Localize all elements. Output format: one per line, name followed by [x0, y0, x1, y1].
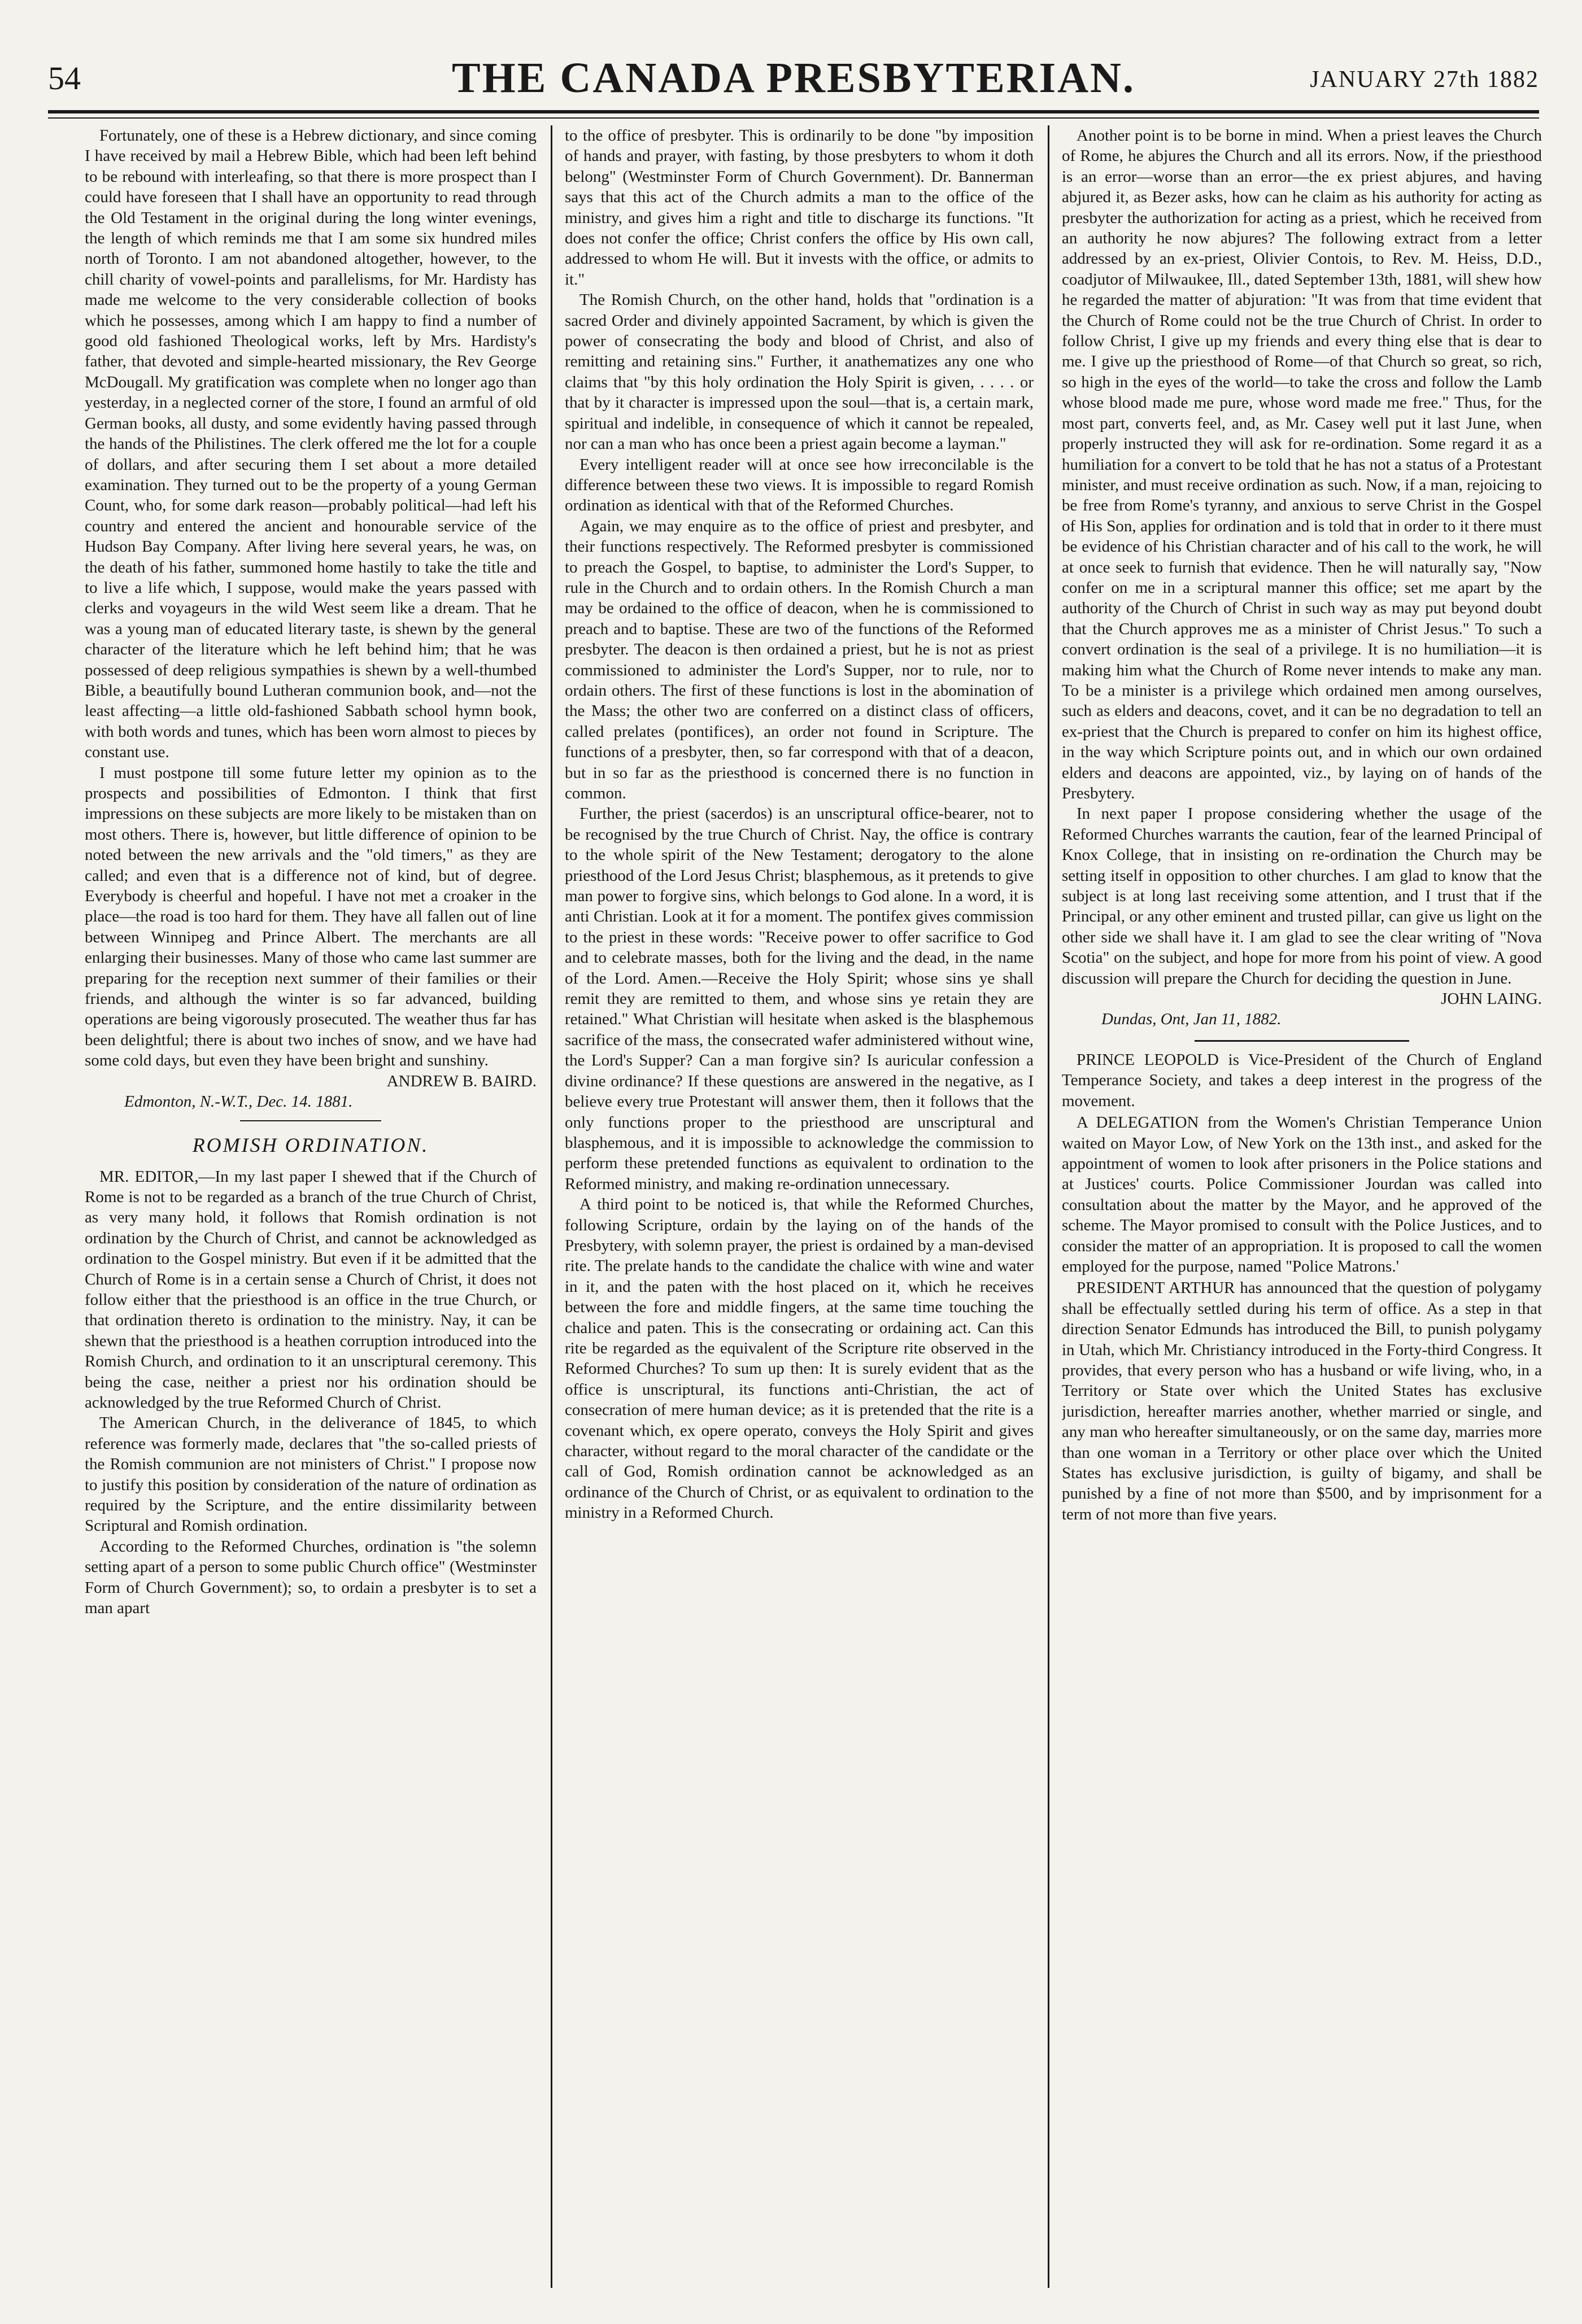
- note-text: is Vice-President of the Church of England Temperance Society, and takes a deep interest in the progress of the movement.: [1062, 1050, 1542, 1110]
- article-paragraph: Further, the priest (sacerdos) is an unscriptural office-bearer, not to be recognised by the true Church of Christ. Nay, the office is contrary to the whole spirit of the New Testament; derogatory to the alone priesthood of the Lord Jesus Christ; blasphemous, as it pretends to give man power to forgive sins, which belongs to God alone. In a word, it is anti Christian. Look at it for a moment. The pontifex gives commission to the priest in these words: "Receive power to offer sacrifice to God and to celebrate masses, both for the living and the dead, in the name of the Lord. Amen.—Receive the Holy Spirit; whose sins ye shall remit they are remitted to them, and whose sins ye retain they are retained." What Christian will hesitate when asked is the blasphemous sacrifice of the mass, the consecrated wafer administered without wine, the Lord's Supper? Can a man forgive sin? Is auricular confession a divine ordinance? If these questions are answered in the negative, as I believe every true Protestant will answer them, then it follows that the only functions proper to the priesthood are unscriptural and blasphemous, and it is impossible to acknowledge the commission to perform these pretended functions as equivalent to ordination to the Reformed ministry, and making re-ordination unnecessary.: [565, 805, 1034, 1193]
- newspaper-title: THE CANADA PRESBYTERIAN.: [451, 54, 1136, 102]
- section-rule: [240, 1120, 381, 1121]
- article-paragraph: The Romish Church, on the other hand, holds that "ordination is a sacred Order and divinely appointed Sacrament, by which is given the power of consecrating the body and blood of Christ, and also of remitting and retaining sins." Further, it anathematizes any one who claims that "by this holy ordination the Holy Spirit is given, . . . . or that by it character is impressed upon the soul—that is, a certain mark, spiritual and indelible, in consequence of which it cannot be repealed, nor can a man who has once been a priest again become a layman.": [565, 291, 1034, 453]
- letter-paragraph: Fortunately, one of these is a Hebrew dictionary, and since coming I have received by mail a Hebrew Bible, which had been left behind to be rebound with interleafing, so that there is more prospect than I could have foreseen that I shall have an opportunity to read through the Old Testament in the original during the long winter evenings, the length of which reminds me that I am some six hundred miles north of Toronto. I am not abandoned altogether, however, to the chill charity of vowel-points and parallelisms, for Mr. Hardisty has made me welcome to the very considerable collection of books which he possesses, among which I am happy to find a number of good old fashioned Theological works, left by Mrs. Hardisty's father, that devoted and simple-hearted missionary, the Rev George McDougall. My gratification was complete when no longer ago than yesterday, in a neglected corner of the store, I found an armful of old German books, all dusty, and some evidently having passed through the hands of the Philistines. The clerk offered me the lot for a couple of dollars, and after securing them I set about a more detailed examination. They turned out to be the property of a young German Count, who, for some dark reason—probably political—had left his country and entered the ancient and honourable service of the Hudson Bay Company. After living here several years, he was, on the death of his father, summoned home hastily to take the title and to live a life which, I suppose, would make the years passed with clerks and voyageurs in the wild West seem like a dream. That he was a young man of educated literary taste, is shewn by the general character of the literature which he left behind him; that he was possessed of deep religious sympathies is shewn by a well-thumbed Bible, a beautifully bound Lutheran communion book, and—not the least affecting—a little old-fashioned Sabbath school hymn book, with both words and tunes, which has been worn almost to pieces by constant use.: [85, 126, 537, 762]
- column-divider: [551, 125, 552, 2288]
- letter-paragraph: I must postpone till some future letter my opinion as to the prospects and possibilities of Edmonton. I think that first impressions on these subjects are more likely to be mistaken than on most others. There is, however, but little difference of opinion to be noted between the new arrivals and the "old timers," as they are called; and even that is a difference not of kind, but of degree. Everybody is cheerful and hopeful. I have not met a croaker in the place—the road is too hard for them. They have all fallen out of line between Winnipeg and Prince Albert. The merchants are all enlarging their businesses. Many of those who came last summer are preparing for the reception next summer of their families or their friends, and although the winter is so far advanced, building operations are being vigorously prosecuted. The weather thus far has been delightful; there is about two inches of snow, and we have had some cold days, but even they have been bright and sunshiny.: [85, 763, 537, 1070]
- page-number: 54: [48, 60, 81, 97]
- note-text: from the Women's Christian Temperance Union waited on Mayor Low, of New York on the 13th inst., and asked for the appointment of women to look after prisoners in the Police stations and at Justices' courts. Police Commissioner Jourdan was called into consultation about the matter by the Mayor, and he approved of the scheme. The Mayor promised to consult with the Police Justices, and to consider the matter of an appropriation. It is proposed to call the women employed for the purpose, named "Police Matrons.': [1062, 1113, 1542, 1275]
- news-note: [1062, 1112, 1542, 1277]
- letter-from-edmonton: [85, 125, 537, 1112]
- letter-dateline: Edmonton, N.-W.T., Dec. 14. 1881.: [124, 1093, 353, 1111]
- article-signature: JOHN LAING.: [1441, 990, 1542, 1008]
- masthead-rule-thin: [48, 117, 1539, 119]
- column-3: [1062, 125, 1542, 2288]
- article-paragraph: Another point is to be borne in mind. When a priest leaves the Church of Rome, he abjures the Church and all its errors. Now, if the priesthood is an error—worse than an error—the ex priest abjures, and having abjured it, as Bezer asks, how can he claim as his authority for acting as presbyter the authorization for acting as a priest, which he received from an authority he now abjures? The following extract from a letter addressed by an ex-priest, Olivier Contois, to Rev. M. Heiss, D.D., coadjutor of Milwaukee, Ill., dated September 13th, 1881, will shew how he regarded the matter of abjuration: "It was from that time evident that the Church of Rome could not be the true Church of Christ. In order to follow Christ, I give up my friends and every thing else that is dear to me. I give up the priesthood of Rome—of that Church so great, so rich, so high in the eyes of the world—to take the cross and follow the Lamb whose blood made me pure, whose word made me free." Thus, for the most part, converts feel, and, as Mr. Casey well put it last June, when properly instructed they will ask for re-ordination. Some regard it as a humiliation for a convert to be told that he has not a status of a Protestant minister, and must receive ordination as such. Now, if a man, rejoicing to be free from Rome's tyranny, and anxious to serve Christ in the Gospel of His Son, applies for ordination and is told that in order to it there must be evidence of his Christian character and of his call to the work, he will at once seek to furnish that evidence. Then he will naturally say, "Now confer on me in a scriptural manner this office; set me apart by the authority of the Church of Christ in such way as may put beyond doubt that the Church approves me as a minister of Christ Jesus." To such a convert ordination is the seal of a privilege. It is no humiliation—it is making him what the Church of Rome never intends to make any man. To be a minister is a privilege which ordained men among ourselves, such as elders and deacons, covet, and it can be no degradation to tell an ex-priest that the Church is prepared to confer on him its highest office, in the way which Scripture points out, and in which our own ordained elders and deacons are appointed, viz., by laying on of hands of the Presbytery.: [1062, 126, 1542, 802]
- article-paragraph: The American Church, in the deliverance of 1845, to which reference was formerly made, declares that "the so-called priests of the Romish communion are not ministers of Christ." I propose now to justify this position by consideration of the nature of ordination as required by the Scripture, and the entire dissimilarity between Scriptural and Romish ordination.: [85, 1414, 537, 1535]
- note-text: has announced that the question of polygamy shall be effectually settled during his term of office. As a step in that direction Senator Edmunds has introduced the Bill, to punish polygamy in Utah, which Mr. Christiancy introduced in the Forty-third Congress. It provides, that every person who has a husband or wife living, who, in a Territory or State over which the United States has exclusive jurisdiction, hereafter marries another, whether married or single, and any man who hereafter simultaneously, or on the same day, marries more than one woman in a Territory or other place over which the United States has exclusive jurisdiction, is guilty of bigamy, and shall be punished by a fine of not more than $500, and by imprisonment for a term of not more than five years.: [1062, 1279, 1542, 1523]
- article-paragraph: According to the Reformed Churches, ordination is "the solemn setting apart of a person to some public Church office" (Westminster Form of Church Government); so, to ordain a presbyter is to set a man apart: [85, 1537, 537, 1618]
- article-text: —In my last paper I shewed that if the Church of Rome is not to be regarded as a branch of the true Church of Christ, as very many hold, it follows that Romish ordination is not ordination by the Church of Christ, and cannot be acknowledged as ordination to the Gospel ministry. But even if it be admitted that the Church of Rome is in a certain sense a Church of Christ, it does not follow either that the priesthood is an office in the true Church, or that ordination thereto is ordination to the ministry. Nay, it can be shewn that the priesthood is a heathen corruption introduced into the Romish Church, and ordination to it an unscriptural ceremony. This being the case, neither a priest nor his ordination should be acknowledged by the true Reformed Church of Christ.: [85, 1167, 537, 1412]
- issue-date: JANUARY 27th 1882: [1310, 67, 1539, 93]
- article-dateline: Dundas, Ont, Jan 11, 1882.: [1101, 1010, 1282, 1029]
- article-paragraph: Every intelligent reader will at once see how irreconcilable is the difference between these two views. It is impossible to regard Romish ordination as identical with that of the Reformed Churches.: [565, 455, 1034, 515]
- article-salutation: MR. EDITOR,: [99, 1167, 199, 1186]
- masthead: [48, 54, 1539, 116]
- section-rule: [1195, 1040, 1409, 1042]
- masthead-rule: [48, 110, 1539, 113]
- news-note: [1062, 1050, 1542, 1111]
- column-2: [565, 125, 1034, 2288]
- article-paragraph: to the office of presbyter. This is ordinarily to be done "by imposition of hands and prayer, with fasting, by those presbyters to whom it doth belong" (Westminster Form of Church Government). Dr. Bannerman says that this act of the Church admits a man to the office of the ministry, and gives him a right and title to discharge its functions. "It does not confer the office; Christ confers the office by His own call, addressed to whom He will. But it invests with the office, or admits to it.": [565, 126, 1034, 289]
- article-paragraph: [85, 1167, 537, 1413]
- article-paragraph: In next paper I propose considering whether the usage of the Reformed Churches warrants the caution, fear of the learned Principal of Knox College, that in insisting on re-ordination the Church may be setting itself in opposition to other churches. I am glad to know that the subject is at long last receiving some attention, and I trust that if the Principal, or any other eminent and trusted pillar, can give us light on the other side we shall have it. I am glad to see the clear writing of "Nova Scotia" on the subject, and hope for more from his point of view. A good discussion will prepare the Church for deciding the question in June.: [1062, 805, 1542, 988]
- column-divider: [1048, 125, 1049, 2288]
- letter-signature: ANDREW B. BAIRD.: [386, 1072, 537, 1090]
- article-paragraph: A third point to be noticed is, that while the Reformed Churches, following Scripture, ordain by the laying on of the hands of the Presbytery, with solemn prayer, the priest is ordained by a man-devised rite. The prelate hands to the candidate the chalice with wine and water in it, and the paten with the host placed on it, which he receives between the fore and middle fingers, at the same time touching the chalice and paten. This is the consecrating or ordaining act. Can this rite be regarded as the equivalent of the Scripture rite observed in the Reformed Churches? To sum up then: It is surely evident that as the office is unscriptural, its functions anti-Christian, the act of consecration of mere human device; as it is pretended that the rite is a covenant which, ex opere operato, conveys the Holy Spirit and gives character, without regard to the moral character of the candidate or the call of God, Romish ordination cannot be acknowledged as an ordinance of the Church of Christ, or as equivalent to ordination to the ministry in a Reformed Church.: [565, 1195, 1034, 1522]
- note-lead: PRINCE LEOPOLD: [1077, 1050, 1219, 1069]
- note-lead: PRESIDENT ARTHUR: [1077, 1279, 1235, 1298]
- article-headline: ROMISH ORDINATION.: [192, 1133, 429, 1156]
- news-note: [1062, 1278, 1542, 1524]
- note-lead: A DELEGATION: [1077, 1113, 1199, 1132]
- column-1: [85, 125, 537, 2288]
- article-paragraph: Again, we may enquire as to the office of priest and presbyter, and their functions respectively. The Reformed presbyter is commissioned to preach the Gospel, to baptise, to administer the Lord's Supper, to rule in the Church and to ordain others. In the Romish Church a man may be ordained to the office of deacon, when he is commissioned to preach and to baptise. These are two of the functions of the Reformed presbyter. The deacon is then ordained a priest, but he is not as priest commissioned to administer the Lord's Supper, nor to rule, nor to ordain others. The first of these functions is lost in the abomination of the Mass; the other two are conferred on a distinct class of officers, called prelates (pontifices), an order not found in Scripture. The functions of a presbyter, then, so far correspond with that of a deacon, but in so far as the priesthood is concerned there is no function in common.: [565, 517, 1034, 802]
